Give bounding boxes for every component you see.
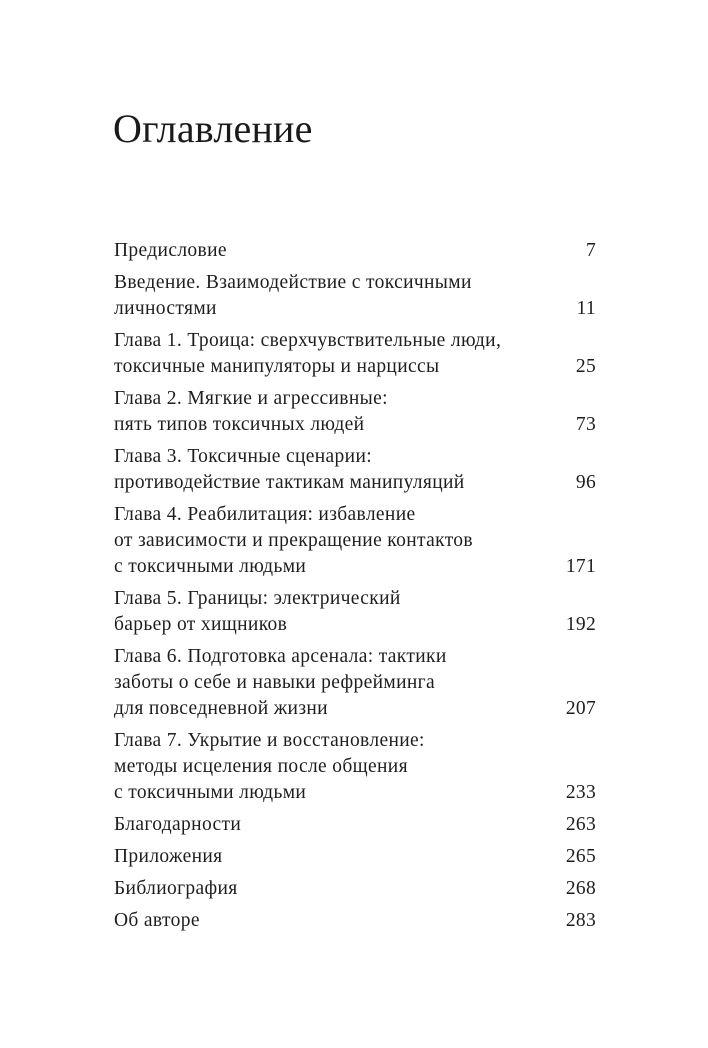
toc-entry-line: Приложения	[114, 846, 223, 867]
toc-entry-line: Глава 4. Реабилитация: избавление	[114, 504, 416, 525]
toc-page-number: 7	[585, 240, 596, 261]
toc-entry-title	[114, 876, 238, 902]
toc-entry-title	[114, 586, 401, 638]
toc-entry[interactable]	[114, 270, 596, 322]
toc-entry-line: Предисловие	[114, 240, 227, 261]
toc-entry[interactable]	[114, 644, 596, 722]
toc-page-number: 233	[565, 782, 596, 803]
toc-entry[interactable]	[114, 908, 596, 934]
toc-entry-line: Благодарности	[114, 814, 242, 835]
table-of-contents	[114, 238, 596, 940]
toc-entry-line: пять типов токсичных людей	[114, 414, 365, 435]
toc-entry-title	[114, 444, 465, 496]
toc-entry-title	[114, 328, 501, 380]
toc-entry-line: от зависимости и прекращение контактов	[114, 530, 473, 551]
toc-page-number: 207	[565, 698, 596, 719]
toc-page-number: 171	[565, 556, 596, 577]
toc-page-number: 25	[575, 356, 596, 377]
toc-entry-line: Введение. Взаимодействие с токсичными	[114, 272, 472, 293]
toc-entry-line: для повседневной жизни	[114, 698, 328, 719]
toc-entry-title	[114, 644, 447, 722]
toc-entry-line: барьер от хищников	[114, 614, 288, 635]
toc-entry-line: заботы о себе и навыки рефрейминга	[114, 672, 436, 693]
toc-page-number: 11	[576, 298, 596, 319]
toc-entry-line: Глава 6. Подготовка арсенала: тактики	[114, 646, 447, 667]
toc-entry-title	[114, 270, 472, 322]
toc-page-number: 192	[565, 614, 596, 635]
toc-entry[interactable]	[114, 728, 596, 806]
toc-entry[interactable]	[114, 586, 596, 638]
toc-entry[interactable]	[114, 876, 596, 902]
toc-entry-title	[114, 812, 241, 838]
toc-entry-line: токсичные манипуляторы и нарциссы	[114, 356, 440, 377]
toc-entry-line: с токсичными людьми	[114, 782, 307, 803]
toc-page-number: 73	[575, 414, 596, 435]
toc-entry-line: Библиография	[114, 878, 238, 899]
toc-entry-title	[114, 728, 425, 806]
toc-entry-line: Глава 7. Укрытие и восстановление:	[114, 730, 425, 751]
toc-entry-title	[114, 386, 388, 438]
toc-entry-title	[114, 502, 473, 580]
toc-entry[interactable]	[114, 238, 596, 264]
page-title: Оглавление	[113, 106, 313, 151]
toc-page-number: 268	[565, 878, 596, 899]
toc-entry-line: Глава 5. Границы: электрический	[114, 588, 401, 609]
toc-entry-title	[114, 908, 200, 934]
toc-entry-line: Глава 3. Токсичные сценарии:	[114, 446, 372, 467]
toc-page-number: 265	[565, 846, 596, 867]
toc-entry-line: Об авторе	[114, 910, 200, 931]
toc-entry[interactable]	[114, 502, 596, 580]
toc-entry[interactable]	[114, 444, 596, 496]
toc-entry-line: Глава 2. Мягкие и агрессивные:	[114, 388, 388, 409]
toc-entry[interactable]	[114, 386, 596, 438]
toc-entry-line: с токсичными людьми	[114, 556, 307, 577]
toc-page-number: 96	[575, 472, 596, 493]
toc-entry-title	[114, 238, 227, 264]
toc-entry[interactable]	[114, 844, 596, 870]
toc-entry[interactable]	[114, 328, 596, 380]
toc-page-number: 263	[565, 814, 596, 835]
toc-entry-line: методы исцеления после общения	[114, 756, 408, 777]
toc-entry-line: противодействие тактикам манипуляций	[114, 472, 465, 493]
toc-page-number: 283	[565, 910, 596, 931]
toc-entry-title	[114, 844, 222, 870]
toc-entry-line: личностями	[114, 298, 217, 319]
toc-entry-line: Глава 1. Троица: сверхчувствительные люди,	[114, 330, 502, 351]
toc-entry[interactable]	[114, 812, 596, 838]
